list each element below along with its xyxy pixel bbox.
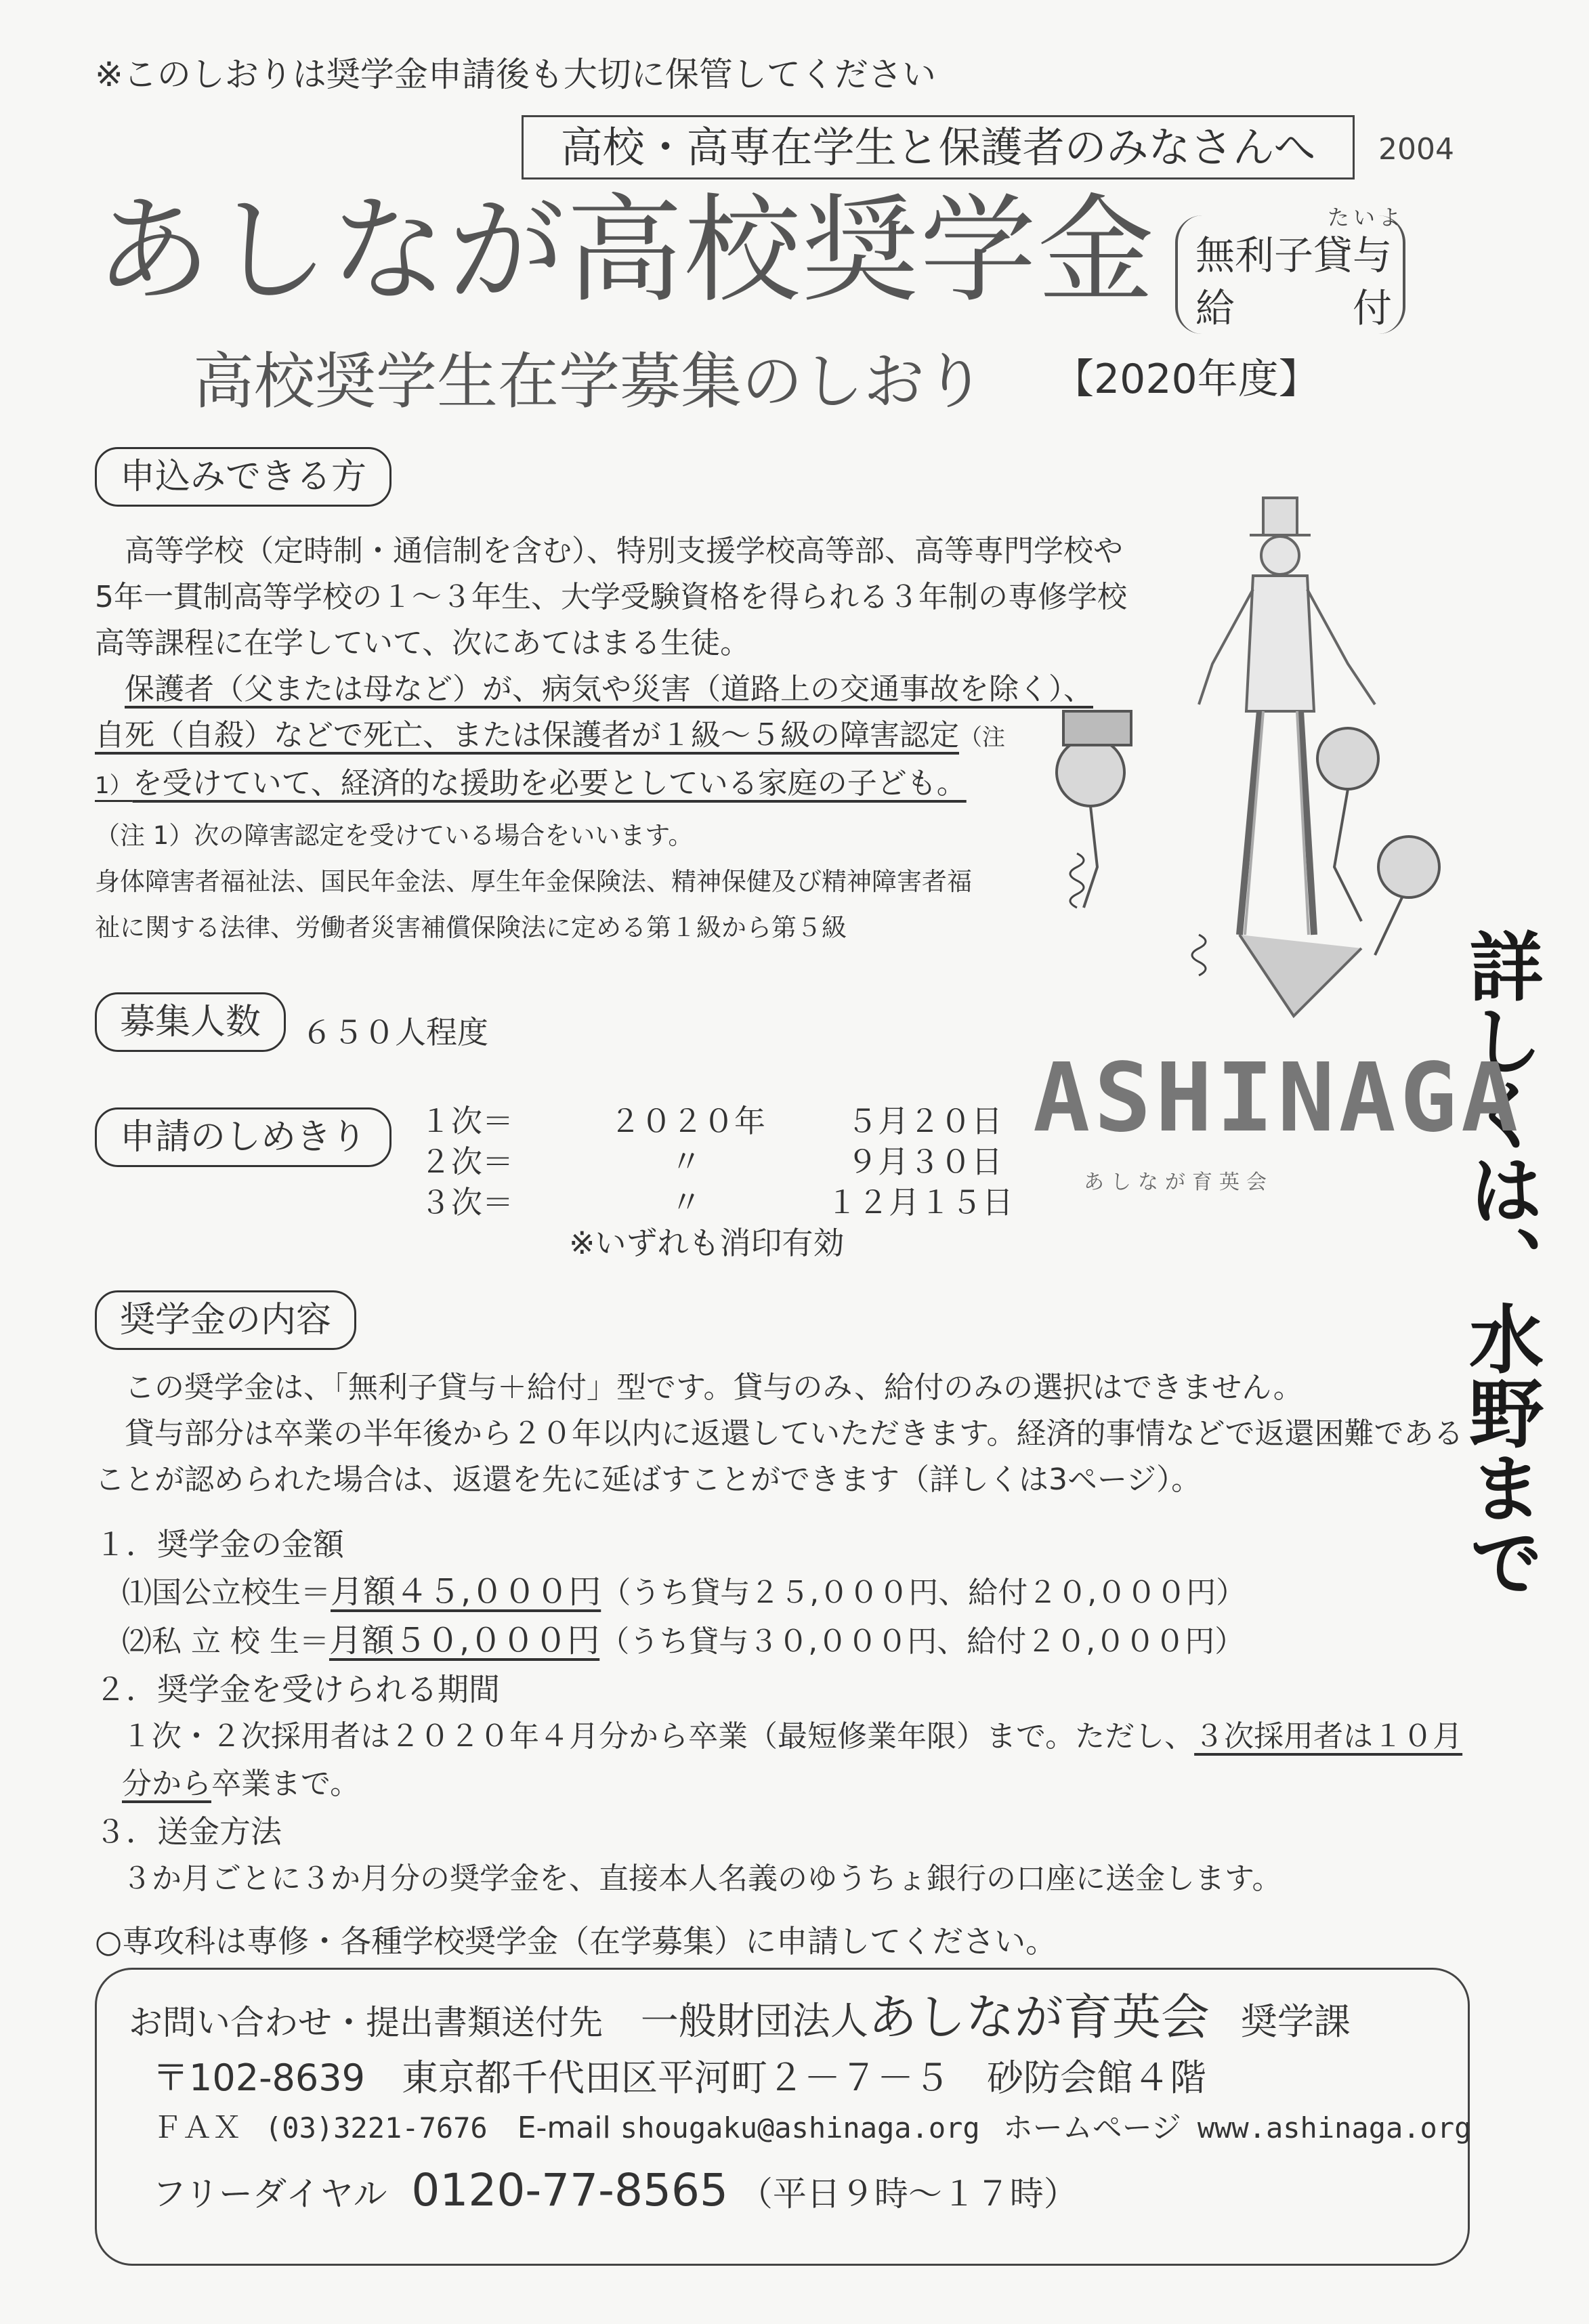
deadline-date: ９月３０日 xyxy=(847,1143,1002,1180)
section-label-eligible: 申込みできる方 xyxy=(95,447,391,507)
title-ruby: たいよ xyxy=(1328,205,1405,230)
period-part: 卒業まで。 xyxy=(211,1767,360,1801)
deadline-note: ※いずれも消印有効 xyxy=(569,1225,845,1261)
section-label-recruit: 募集人数 xyxy=(95,992,286,1052)
eligible-condition-line: 自死（自殺）などで死亡、または保護者が１級～５級の障害認定 xyxy=(95,718,959,753)
amount-value: 月額５０,０００円 xyxy=(329,1622,600,1660)
eligible-line: 5年一貫制高等学校の１～３年生、大学受験資格を得られる３年制の専修学校 xyxy=(95,580,1127,614)
deadline-year: 〃 xyxy=(671,1143,702,1180)
section-label-content: 奨学金の内容 xyxy=(95,1290,356,1350)
period-part-highlight: ３次採用者は１０月 xyxy=(1194,1719,1463,1754)
note-line: （注 1）次の障害認定を受けている場合をいいます。 xyxy=(95,821,694,850)
deadline-year: ２０２０年 xyxy=(610,1103,765,1139)
amount-breakdown: （うち貸与２５,０００円、給付２０,０００円） xyxy=(601,1576,1246,1610)
fiscal-year: 【2020年度】 xyxy=(1053,356,1319,403)
section-label-deadline: 申請のしめきり xyxy=(95,1107,391,1167)
amount-type: ⑴国公立校生＝ xyxy=(122,1576,331,1610)
freedial-hours: （平日９時～１７時） xyxy=(738,2174,1078,2214)
amount-public xyxy=(95,1568,1504,1617)
org-type: 一般財団法人 xyxy=(640,2000,868,2044)
recruit-count: ６５０人程度 xyxy=(301,1014,488,1051)
deadline-date: １２月１５日 xyxy=(826,1184,1013,1221)
eligible-condition-line: 保護者（父または母など）が、病気や災害（道路上の交通事故を除く）、 xyxy=(125,672,1093,706)
deadline-date: ５月２０日 xyxy=(847,1103,1002,1139)
eligible-line: 高等課程に在学していて、次にあてはまる生徒。 xyxy=(95,626,750,660)
eligible-condition-line: を受けていて、経済的な援助を必要としている家庭の子ども。 xyxy=(132,766,967,801)
fax-number: (03)3221-7676 xyxy=(265,2111,488,2145)
title-type-loan: 無利子貸与 xyxy=(1195,232,1393,278)
remit-heading: ３．送金方法 xyxy=(95,1813,282,1850)
freedial-label: フリーダイヤル xyxy=(152,2174,387,2214)
audience-banner: 高校・高専在学生と保護者のみなさんへ xyxy=(522,115,1355,179)
contact-address: 〒102-8639 東京都千代田区平河町２－７－５ 砂防会館４階 xyxy=(152,2056,1206,2099)
remit-text: ３か月ごとに３か月分の奨学金を、直接本人名義のゆうちょ銀行の口座に送金します。 xyxy=(122,1861,1282,1896)
illustration-daddy-long-legs xyxy=(996,488,1483,1030)
deadline-round: ２次＝ xyxy=(420,1143,513,1180)
note-line: 身体障害者福祉法、国民年金法、厚生年金保険法、精神保健及び精神障害者福 xyxy=(95,867,972,896)
content-paragraph: 貸与部分は卒業の半年後から２０年以内に返還していただきます。経済的事情などで返還困難である xyxy=(125,1416,1464,1451)
amount-breakdown: （うち貸与３０,０００円、給付２０,０００円） xyxy=(599,1624,1245,1659)
deadline-round: １次＝ xyxy=(420,1103,513,1139)
note-ref: （注 xyxy=(959,724,1005,751)
content-paragraph: この奨学金は、「無利子貸与＋給付」型です。貸与のみ、給付のみの選択はできません。 xyxy=(125,1370,1303,1405)
title-type-grant-b: 付 xyxy=(1352,285,1392,331)
homepage-label: ホームページ xyxy=(1002,2111,1181,2145)
note-ref: 1） xyxy=(95,772,133,799)
period-text-cont xyxy=(95,1760,1504,1808)
amount-value: 月額４５,０００円 xyxy=(331,1573,601,1611)
page-subtitle: 高校奨学生在学募集のしおり xyxy=(193,346,986,417)
deadline-row xyxy=(420,1141,1002,1182)
deadline-round: ３次＝ xyxy=(420,1184,513,1221)
contact-heading xyxy=(129,1978,1351,2048)
title-type-grant-a: 給 xyxy=(1195,285,1235,331)
ashinaga-logo: ASHINAGA xyxy=(1033,1043,1523,1154)
scholarship-details xyxy=(95,1521,1504,1903)
ashinaga-logo-subtitle: あしなが育英会 xyxy=(1084,1170,1273,1194)
amount-type: ⑵私 立 校 生＝ xyxy=(122,1624,329,1659)
homepage-link[interactable]: www.ashinaga.org xyxy=(1197,2111,1472,2145)
org-name: あしなが育英会 xyxy=(868,1989,1210,2046)
deadline-row xyxy=(420,1101,1002,1141)
deadline-year: 〃 xyxy=(671,1184,702,1221)
period-text xyxy=(95,1713,1504,1760)
period-part-highlight: 分から xyxy=(122,1767,211,1801)
contact-label: お問い合わせ・提出書類送付先 xyxy=(129,2003,603,2042)
handwritten-note: 詳しくは、水野まで xyxy=(1457,928,1544,1599)
email-link[interactable]: shougaku@ashinaga.org xyxy=(620,2111,980,2145)
amount-heading: １．奨学金の金額 xyxy=(95,1526,344,1563)
org-dept: 奨学課 xyxy=(1240,2000,1351,2043)
special-course-note: ○専攻科は専修・各種学校奨学金（在学募集）に申請してください。 xyxy=(95,1923,1057,1960)
eligible-line: 高等学校（定時制・通信制を含む）、特別支援学校高等部、高等専門学校や xyxy=(125,534,1123,568)
period-part: １次・２次採用者は２０２０年４月分から卒業（最短修業年限）まで。ただし、 xyxy=(122,1719,1195,1754)
document-code: 2004 xyxy=(1378,132,1454,167)
amount-private xyxy=(95,1617,1504,1666)
disability-note xyxy=(95,813,1145,951)
fax-label: ＦＡＸ xyxy=(152,2111,242,2145)
period-heading: ２．奨学金を受けられる期間 xyxy=(95,1671,500,1708)
note-line: 祉に関する法律、労働者災害補償保険法に定める第１級から第５級 xyxy=(95,913,847,942)
deadline-row xyxy=(420,1182,1013,1223)
contact-fax-email xyxy=(152,2103,1471,2147)
freedial-number[interactable]: 0120-77-8565 xyxy=(411,2164,728,2216)
content-description xyxy=(95,1365,1490,1503)
title-type-grant xyxy=(1195,276,1392,333)
deadline-list xyxy=(420,1101,1013,1263)
keep-note: ※このしおりは奨学金申請後も大切に保管してください xyxy=(95,55,936,94)
email-label: E-mail xyxy=(517,2111,611,2145)
page-title: あしなが高校奨学金 xyxy=(95,182,1156,318)
content-paragraph: ことが認められた場合は、返還を先に延ばすことができます（詳しくは3ページ）。 xyxy=(95,1462,1202,1497)
contact-freedial xyxy=(152,2164,1078,2216)
